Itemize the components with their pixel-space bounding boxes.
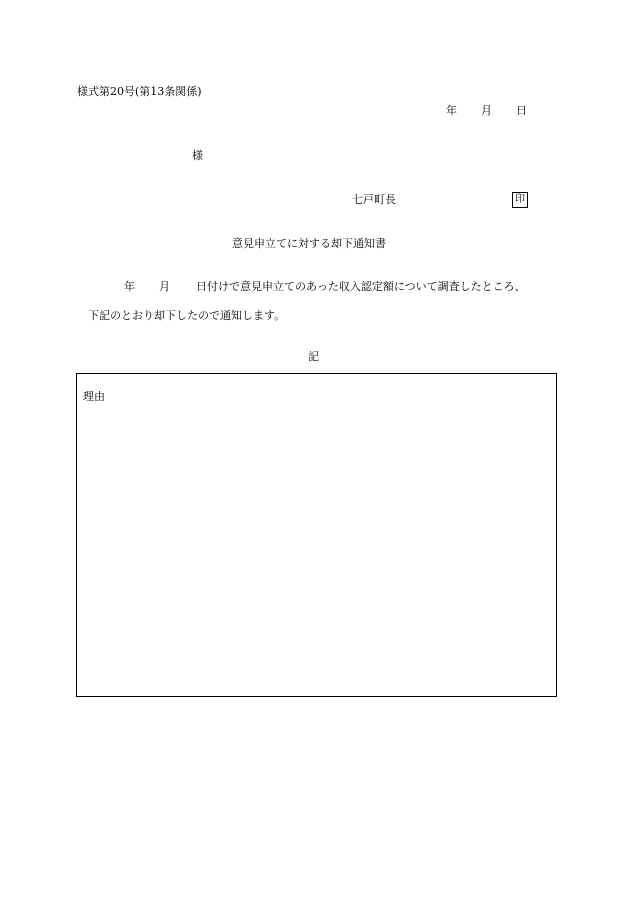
form-number: 様式第20号(第13条関係): [77, 85, 202, 98]
date-month-label: 月: [481, 104, 492, 117]
reason-label: 理由: [83, 390, 105, 403]
date-year-label: 年: [446, 104, 457, 117]
date-day-label: 日: [516, 104, 527, 117]
issuer-name: 七戸町長: [352, 193, 396, 206]
ki-heading: 記: [308, 350, 319, 363]
body-month-label: 月: [159, 280, 170, 293]
document-title: 意見申立てに対する却下通知書: [232, 237, 386, 250]
body-text-line-1: 日付けで意見申立てのあった収入認定額について調査したところ、: [196, 280, 526, 293]
body-text-line-2: 下記のとおり却下したので通知します。: [88, 309, 286, 322]
reason-box: [76, 373, 557, 697]
seal-stamp: 印: [512, 192, 528, 208]
body-year-label: 年: [124, 280, 135, 293]
addressee-suffix: 様: [192, 149, 203, 162]
